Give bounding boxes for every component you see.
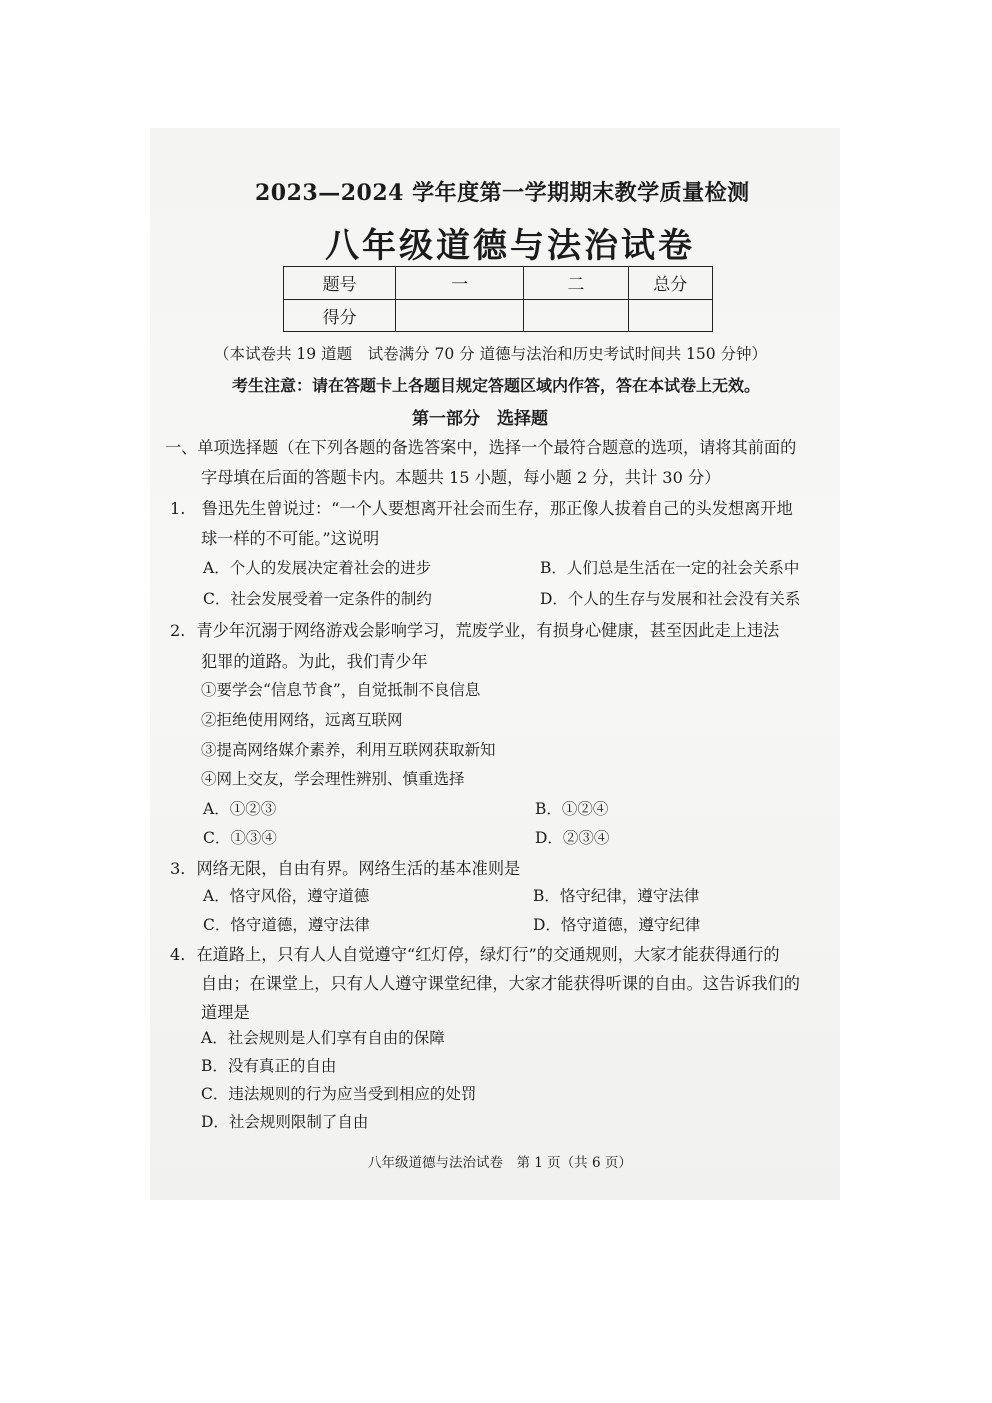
q4-option-b: B．没有真正的自由	[201, 1057, 337, 1075]
q4-option-c: C．违法规则的行为应当受到相应的处罚	[201, 1085, 477, 1103]
q4-stem-line-3: 道理是	[201, 1003, 250, 1022]
score-row-label: 得分	[284, 299, 396, 332]
q2-stem-line-2: 犯罪的道路。为此，我们青少年	[201, 652, 428, 671]
q2-option-c: C．①③④	[203, 829, 277, 847]
q4-option-a: A．社会规则是人们享有自由的保障	[201, 1029, 445, 1047]
exam-notice: 考生注意：请在答题卡上各题目规定答题区域内作答，答在本试卷上无效。	[232, 376, 761, 395]
score-header-part-1: 一	[396, 267, 524, 300]
q3-option-c: C．恪守道德，遵守法律	[203, 916, 370, 934]
q4-stem-line-2: 自由；在课堂上，只有人人遵守课堂纪律，大家才能获得听课的自由。这告诉我们的	[201, 974, 800, 993]
q2-option-a: A．①②③	[203, 800, 277, 818]
exam-info: （本试卷共 19 道题 试卷满分 70 分 道德与法治和历史考试时间共 150 分钟）	[214, 345, 768, 363]
q3-option-d: D．恪守道德，遵守纪律	[533, 916, 701, 934]
q2-statement-4: ④网上交友，学会理性辨别、慎重选择	[201, 770, 465, 788]
exam-title: 2023—2024 学年度第一学期期末教学质量检测	[255, 180, 750, 206]
section-intro-line-2: 字母填在后面的答题卡内。本题共 15 小题，每小题 2 分，共计 30 分）	[201, 468, 721, 487]
q1-option-b: B．人们总是生活在一定的社会关系中	[540, 559, 800, 577]
score-header-part-2: 二	[524, 267, 628, 300]
q2-statement-2: ②拒绝使用网络，远离互联网	[201, 711, 403, 729]
q3-stem: 3．网络无限，自由有界。网络生活的基本准则是	[170, 859, 521, 878]
score-header-total: 总分	[628, 267, 712, 300]
page-footer: 八年级道德与法治试卷 第 1 页（共 6 页）	[368, 1155, 632, 1171]
q1-option-c: C．社会发展受着一定条件的制约	[203, 590, 432, 608]
q1-option-a: A．个人的发展决定着社会的进步	[203, 559, 432, 577]
score-table	[283, 266, 713, 332]
q4-stem-line-1: 4．在道路上，只有人人自觉遵守“红灯停，绿灯行”的交通规则，大家才能获得通行的	[170, 945, 780, 964]
q2-option-b: B．①②④	[535, 800, 609, 818]
score-header-question-no: 题号	[284, 267, 396, 300]
exam-subtitle: 八年级道德与法治试卷	[325, 226, 695, 266]
score-cell-part-2	[524, 299, 628, 332]
q1-option-d: D．个人的生存与发展和社会没有关系	[540, 590, 801, 608]
q1-stem-line-2: 球一样的不可能。”这说明	[201, 529, 380, 548]
score-cell-total	[628, 299, 712, 332]
q1-stem-line-1: 1. 鲁迅先生曾说过：“一个人要想离开社会而生存，那正像人拔着自己的头发想离开地	[170, 499, 793, 518]
q2-statement-3: ③提高网络媒介素养，利用互联网获取新知	[201, 741, 496, 759]
q2-statement-1: ①要学会“信息节食”，自觉抵制不良信息	[201, 681, 481, 699]
part-title: 第一部分 选择题	[412, 409, 548, 429]
score-cell-part-1	[396, 299, 524, 332]
q3-option-b: B．恪守纪律，遵守法律	[533, 887, 700, 905]
q3-option-a: A．恪守风俗，遵守道德	[203, 887, 370, 905]
q2-option-d: D．②③④	[535, 829, 610, 847]
section-intro-line-1: 一、单项选择题（在下列各题的备选答案中，选择一个最符合题意的选项，请将其前面的	[165, 438, 797, 457]
q2-stem-line-1: 2．青少年沉溺于网络游戏会影响学习，荒废学业，有损身心健康，甚至因此走上违法	[170, 621, 780, 640]
q4-option-d: D．社会规则限制了自由	[201, 1113, 369, 1131]
